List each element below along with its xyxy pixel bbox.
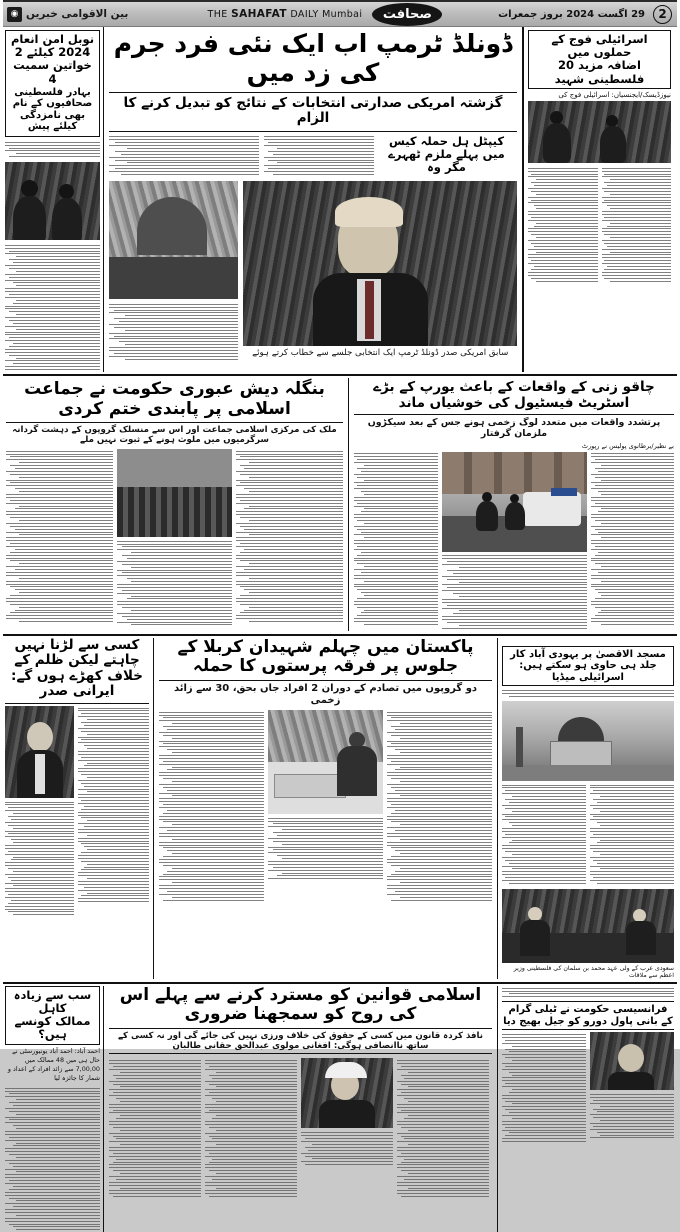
israel-lead: نیوزڈیسک/ایجنسیاں: اسرائیلی فوج کی	[558, 90, 671, 99]
sahafat-logo: صحافت	[372, 3, 442, 26]
masthead	[3, 0, 677, 27]
nobel-headline-box	[5, 30, 100, 137]
masthead-center	[183, 3, 467, 26]
lazy-headline-line2: ممالک کونسے ہیں؟	[14, 1014, 91, 1042]
bangladesh-subhead: ملک کی مرکزی اسلامی جماعت اور اس سے منسلک گروپوں کے دہشت گردانہ سرگرمیوں میں ملوث ہونے کے ثبوت نہیں ملے	[12, 425, 337, 446]
telegram-story	[498, 986, 677, 1232]
aqsa-headline: مسجد الاقصیٰ پر یہودی آباد کار جلد ہی حاوی ہو سکتے ہیں: اسرائیلی میڈیا	[510, 648, 666, 683]
nobel-photo	[5, 162, 100, 240]
taliban-photo-block	[301, 1058, 393, 1199]
main-headline: ڈونلڈ ٹرمپ اب ایک نئی فرد جرم کی زد میں	[113, 29, 513, 87]
bangladesh-col1	[6, 449, 113, 628]
europe-subhead: پرتشدد واقعات میں متعدد لوگ زخمی ہونے جس کے بعد سیکڑوں ملزمان گرفتار	[367, 417, 661, 440]
top-band	[3, 27, 677, 372]
pakistan-photo-block	[268, 710, 383, 903]
trump-photo-caption: سابق امریکی صدر ڈونلڈ ٹرمپ ایک انتخابی جلسے سے خطاب کرتے ہوئے	[252, 347, 509, 358]
saudi-headline: سعودی عرب کے ولی عہد محمد بن سلمان کی فلسطینی وزیر اعظم سے ملاقات	[513, 964, 674, 979]
islamic-laws-subhead: نافذ کردہ قانون میں کسی کے حقوق کی خلاف ورزی نہیں کی جائے گی اور نہ کسی کے ساتھ ناانصافی ہوگی: افغانی مولوی عبدالحق حقانی طالبان	[117, 1030, 484, 1052]
main-kicker	[379, 135, 514, 177]
europe-credit: بے نظیر/برطانوی پولیس نے رپورٹ	[581, 441, 674, 450]
publication-date: 29 اگست 2024 بروز جمعرات	[498, 8, 645, 20]
iran-story	[3, 638, 153, 979]
third-band	[3, 638, 677, 979]
europe-photo-block	[442, 452, 588, 631]
globe-icon: ◉	[7, 7, 22, 22]
right-column-top	[523, 27, 673, 372]
fourth-band	[3, 986, 677, 1232]
nobel-body-text	[5, 140, 100, 159]
aqsa-story	[498, 638, 677, 979]
saudi-meeting-photo	[502, 889, 674, 963]
bangladesh-headline: بنگلہ دیش عبوری حکومت نے جماعت اسلامی پر پابندی ختم کردی	[24, 379, 325, 419]
bangladesh-crowd-photo	[117, 449, 231, 537]
israel-headline-line1: اسرائیلی فوج کے حملوں میں	[551, 32, 648, 60]
iran-headline-line2: خلاف کھڑے ہوں گے: ایرانی صدر	[11, 667, 143, 700]
europe-headline: چاقو زنی کے واقعات کے باعث یورپ کے بڑے اسٹریٹ فیسٹیول کی خوشیاں ماند	[373, 379, 655, 411]
main-left-block	[109, 181, 238, 362]
aqsa-headline-box	[502, 646, 674, 687]
pakistan-subhead: دو گروپوں میں تصادم کے دوران 2 افراد جاں بحق، 30 سے زائد زخمی	[173, 682, 478, 706]
main-subheadline: گزشتہ امریکی صدارتی انتخابات کے نتائج کو تبدیل کرنے کا الزام	[123, 94, 503, 127]
masthead-right	[467, 5, 677, 24]
brand-name: SAHAFAT	[231, 8, 287, 20]
durov-photo	[590, 1032, 674, 1090]
brand-prefix: THE	[207, 9, 232, 20]
nobel-headline-line2: بہادر فلسطینی صحافیوں کے نام بھی نامزدگی کیلئے پیش	[12, 86, 93, 133]
islamic-laws-story	[103, 986, 498, 1232]
lazy-headline-box	[5, 986, 100, 1045]
europe-police-photo	[442, 452, 588, 552]
masthead-english-title	[208, 8, 363, 20]
islamic-laws-headline: اسلامی قوانین کو مسترد کرنے سے پہلے اس کی روح کو سمجھنا ضروری	[119, 984, 482, 1025]
masthead-section-label: بین الاقوامی خبریں	[26, 8, 129, 20]
left-column-body	[5, 243, 100, 372]
telegram-headline: فرانسیسی حکومت نے ٹیلی گرام کے بانی پاول دورو کو جیل بھیج دیا	[503, 1004, 673, 1027]
nobel-headline-line1: نوبل امن انعام 2024 کیلئے 2 خواتین سمیت 4	[10, 32, 95, 86]
left-column-top	[3, 27, 103, 372]
pakistan-headline: پاکستان میں چہلم شہیدان کربلا کے جلوس پر فرقہ پرستوں کا حملہ	[177, 636, 474, 677]
lazy-headline-line1: سب سے زیادہ کاہل	[13, 987, 92, 1015]
main-story	[103, 27, 523, 372]
israel-headline-box	[528, 30, 671, 89]
aqsa-kicker	[502, 638, 674, 646]
hospital-photo	[268, 710, 383, 814]
europe-story	[348, 378, 677, 631]
aqsa-dome-photo	[502, 701, 674, 781]
main-left-text	[109, 135, 259, 177]
brand-suffix: DAILY Mumbai	[286, 9, 363, 20]
israel-photo	[528, 101, 671, 163]
page-number: 2	[653, 5, 672, 24]
israel-headline-line2: اضافہ مزید 20 فلسطینی شہید	[554, 58, 645, 86]
bangladesh-col3	[236, 449, 343, 628]
capitol-photo	[109, 181, 238, 299]
bangladesh-story	[3, 378, 348, 631]
main-mid-text	[264, 135, 374, 177]
taliban-leader-photo	[301, 1058, 393, 1128]
iran-president-photo	[5, 706, 74, 798]
masthead-left	[3, 7, 183, 22]
lazy-lead: احمد آباد: احمد آباد یونیورسٹی نے حال ہی میں 48 ممالک میں 7,00,00 سے زائد افراد کے اعداد و شمار کا جائزہ لیا	[7, 1046, 100, 1083]
second-band	[3, 378, 677, 631]
iran-headline-line1: کسی سے لڑنا نہیں چاہتے لیکن ظلم کے	[14, 636, 140, 669]
pakistan-story	[153, 638, 498, 979]
main-right-block	[243, 181, 517, 362]
trump-photo	[243, 181, 517, 346]
main-kicker-text: کیپٹل ہل حملہ کیس میں پہلے ملزم ٹھہرے مگر وہ	[388, 133, 505, 174]
bangladesh-photo-block	[117, 449, 231, 628]
lazy-countries-box	[3, 986, 103, 1232]
